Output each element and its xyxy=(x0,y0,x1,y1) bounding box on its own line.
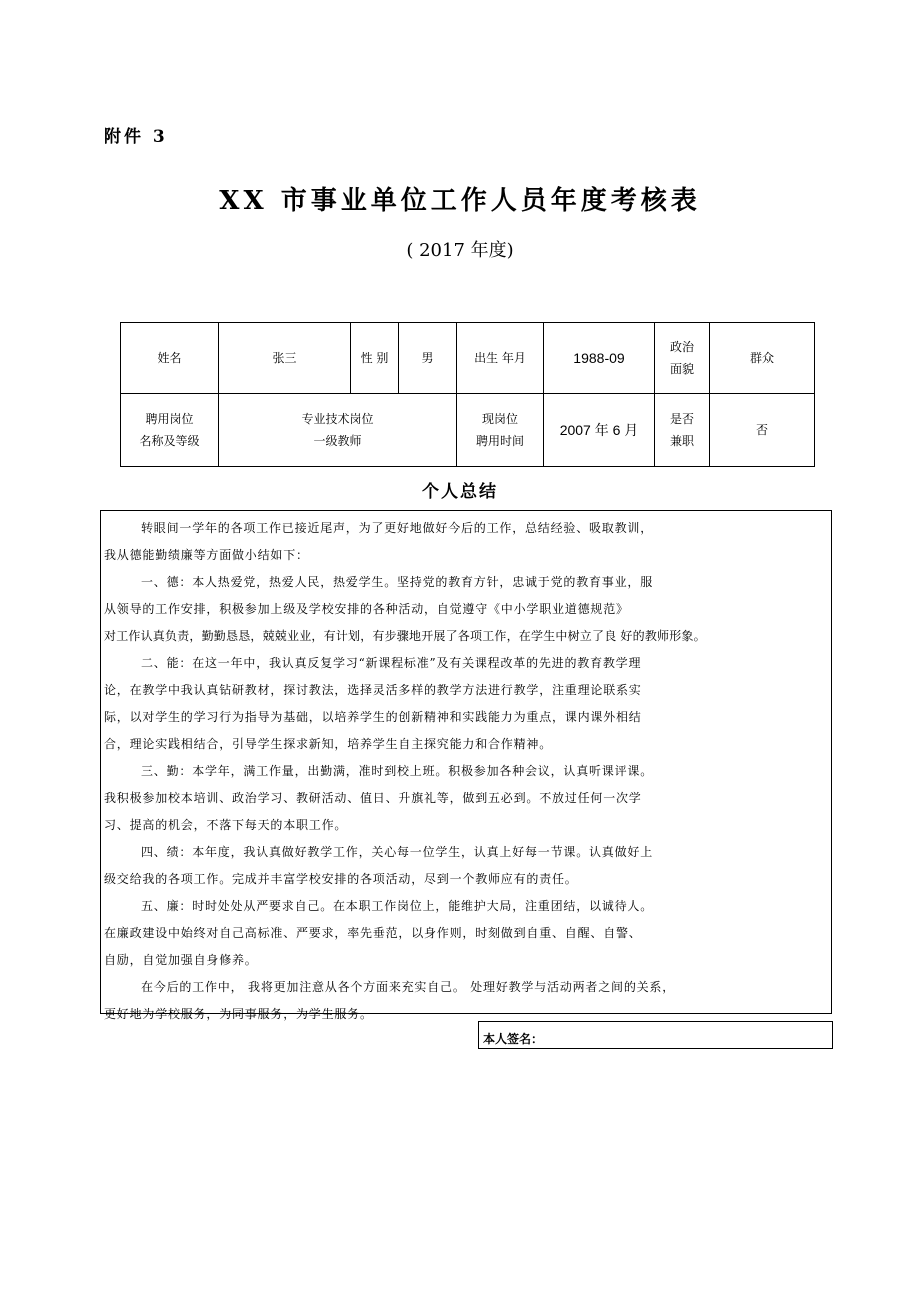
summary-line: 在今后的工作中， 我将更加注意从各个方面来充实自己。 处理好教学与活动两者之间的关系， xyxy=(141,980,676,994)
birth-value: 1988-09 xyxy=(544,323,655,394)
hire-value: 2007 年 6 月 xyxy=(544,394,655,467)
gender-label: 性 别 xyxy=(351,323,399,394)
position-value-line2: 一级教师 xyxy=(313,434,362,449)
name-value: 张三 xyxy=(219,323,351,394)
position-label-line1: 聘用岗位 xyxy=(145,412,194,427)
summary-line: 从领导的工作安排，积极参加上级及学校安排的各种活动，自觉遵守《中小学职业道德规范》 xyxy=(104,602,629,616)
political-label-line1: 政治 xyxy=(669,340,694,355)
summary-line: 五、廉：时时处处从严要求自己。在本职工作岗位上，能维护大局，注重团结，以诚待人。 xyxy=(141,899,654,913)
summary-line: 我积极参加校本培训、政治学习、教研活动、值日、升旗礼等，做到五必到。不放过任何一次学 xyxy=(104,791,642,805)
summary-line: 四、绩：本年度，我认真做好教学工作，关心每一位学生，认真上好每一节课。认真做好上 xyxy=(141,845,654,859)
form-year: ( 2017 年度) xyxy=(406,240,514,261)
summary-line: 一、德：本人热爱党，热爱人民，热爱学生。坚持党的教育方针，忠诚于党的教育事业，服 xyxy=(141,575,654,589)
birth-label: 出生 年月 xyxy=(457,323,544,394)
gender-value: 男 xyxy=(399,323,457,394)
summary-line: 自励，自觉加强自身修养。 xyxy=(104,953,258,967)
signature-label: 本人签名： xyxy=(483,1032,544,1046)
summary-line: 论，在教学中我认真钻研教材，探讨教法，选择灵活多样的教学方法进行教学，注重理论联系实 xyxy=(104,683,642,697)
position-label-line2: 名称及等级 xyxy=(139,434,200,449)
attachment-label: 附件 3 xyxy=(104,127,168,147)
concurrent-label-line2: 兼职 xyxy=(669,434,694,449)
summary-line: 二、能：在这一年中，我认真反复学习“新课程标准”及有关课程改革的先进的教育教学理 xyxy=(141,656,642,670)
info-table xyxy=(120,322,815,467)
summary-line: 际，以对学生的学习行为指导为基础，以培养学生的创新精神和实践能力为重点，课内课外相结 xyxy=(104,710,642,724)
name-label: 姓名 xyxy=(121,323,219,394)
concurrent-label-line1: 是否 xyxy=(669,412,694,427)
summary-line: 三、勤：本学年，满工作量，出勤满，准时到校上班。积极参加各种会议，认真听课评课。 xyxy=(141,764,654,778)
position-value xyxy=(219,394,457,467)
political-label-line2: 面貌 xyxy=(669,362,694,377)
position-label xyxy=(121,394,219,467)
summary-heading: 个人总结 xyxy=(422,482,498,502)
position-value-line1: 专业技术岗位 xyxy=(301,412,374,427)
summary-box xyxy=(100,510,832,1021)
signature-box[interactable] xyxy=(478,1021,833,1049)
summary-line: 我从德能勤绩廉等方面做小结如下： xyxy=(104,548,309,562)
summary-line: 合，理论实践相结合，引导学生探求新知，培养学生自主探究能力和合作精神。 xyxy=(104,737,553,751)
political-value: 群众 xyxy=(710,323,815,394)
hire-label-line1: 现岗位 xyxy=(481,412,518,427)
form-title: XX 市事业单位工作人员年度考核表 xyxy=(219,186,701,216)
summary-line: 对工作认真负责，勤勤恳恳，兢兢业业，有计划，有步骤地开展了各项工作，在学生中树立了良 好的教师形象。 xyxy=(104,629,706,643)
concurrent-label xyxy=(655,394,710,467)
political-label xyxy=(655,323,710,394)
hire-label-line2: 聘用时间 xyxy=(475,434,524,449)
hire-label xyxy=(457,394,544,467)
summary-line: 习、提高的机会，不落下每天的本职工作。 xyxy=(104,818,348,832)
summary-line: 转眼间一学年的各项工作已接近尾声，为了更好地做好今后的工作，总结经验、吸取教训， xyxy=(141,521,654,535)
summary-line: 级交给我的各项工作。完成并丰富学校安排的各项活动，尽到一个教师应有的责任。 xyxy=(104,872,578,886)
summary-line: 在廉政建设中始终对自己高标准、严要求，率先垂范，以身作则，时刻做到自重、自醒、自警、 xyxy=(104,926,642,940)
concurrent-value: 否 xyxy=(710,394,815,467)
summary-line: 更好地为学校服务，为同事服务，为学生服务。 xyxy=(104,1007,373,1021)
